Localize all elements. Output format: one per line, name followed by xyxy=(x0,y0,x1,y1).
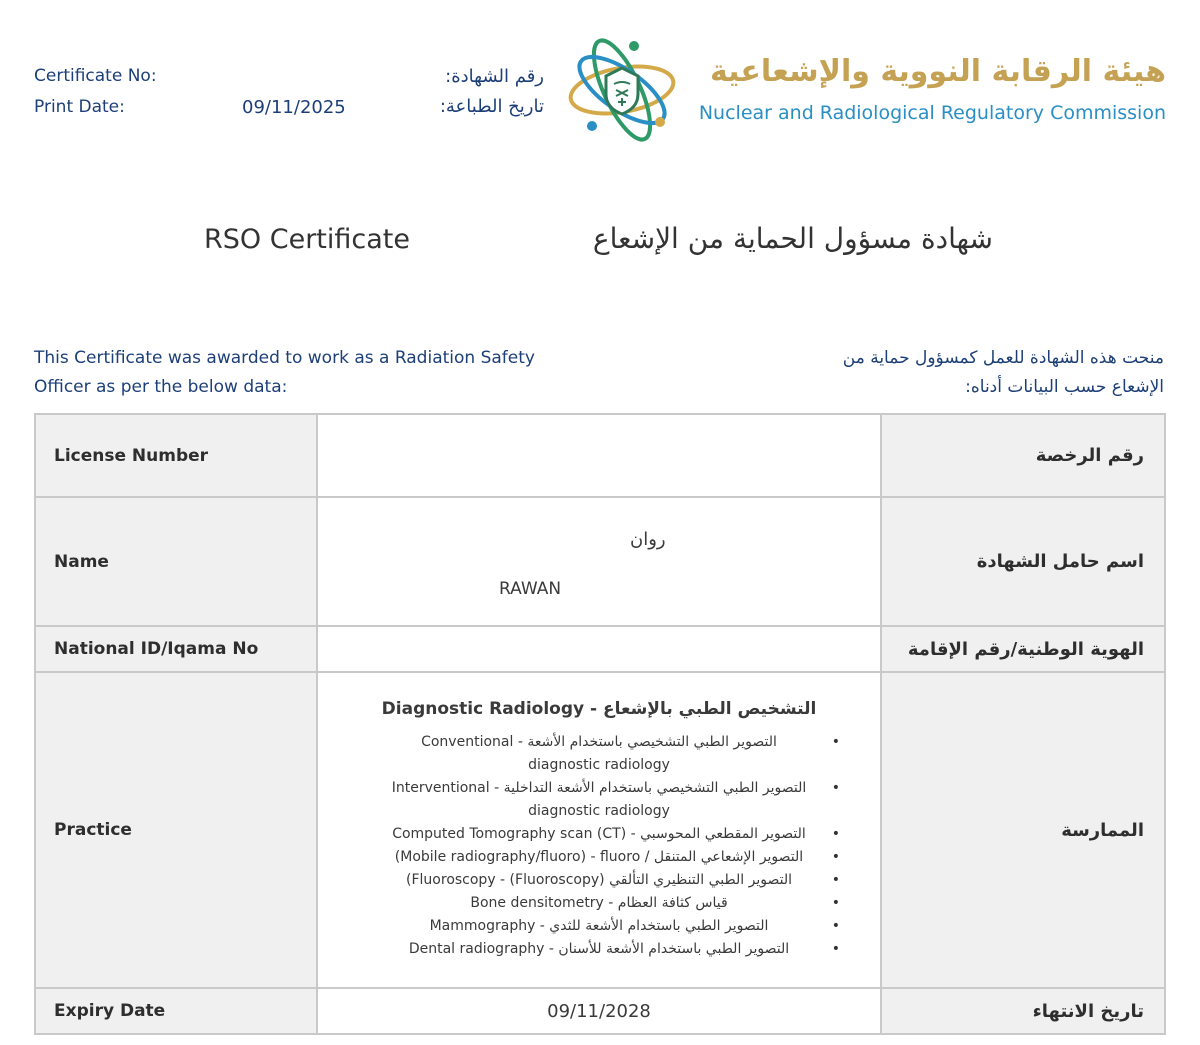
table-row-license xyxy=(35,414,1165,497)
practice-heading: التشخيص الطبي بالإشعاع - Diagnostic Radiology xyxy=(381,699,817,719)
table-row-practice xyxy=(35,672,1165,988)
license-label-ar: رقم الرخصة xyxy=(881,414,1165,497)
certificate-no-label-ar: رقم الشهادة: xyxy=(445,66,544,87)
table-row-expiry xyxy=(35,988,1165,1034)
expiry-label-ar: تاريخ الانتهاء xyxy=(881,988,1165,1034)
practice-item: • التصوير الإشعاعي المتنقل / Mobile radiography/fluoro) - fluoro) xyxy=(384,846,814,869)
national-id-label-ar: الهوية الوطنية/رقم الإقامة xyxy=(881,626,1165,672)
title-en: RSO Certificate xyxy=(204,224,410,255)
certificate-no-label-en: Certificate No: xyxy=(34,66,157,86)
practice-item: • التصوير الطبي باستخدام الأشعة للثدي - Mammography xyxy=(384,915,814,938)
practice-list xyxy=(384,731,814,961)
practice-item: • التصوير الطبي باستخدام الأشعة للأسنان - Dental radiography xyxy=(384,938,814,961)
license-label-en: License Number xyxy=(35,414,317,497)
expiry-value: 09/11/2028 xyxy=(317,988,881,1034)
national-id-value xyxy=(317,626,881,672)
practice-label-ar: الممارسة xyxy=(881,672,1165,988)
print-date-label-ar: تاريخ الطباعة: xyxy=(439,96,544,117)
name-label-en: Name xyxy=(35,497,317,626)
intro-line-en-2: Officer as per the below data: xyxy=(34,377,288,397)
name-label-ar: اسم حامل الشهادة xyxy=(881,497,1165,626)
intro-line-ar-1: منحت هذه الشهادة للعمل كمسؤول حماية من xyxy=(842,348,1164,368)
print-date-label-en: Print Date: xyxy=(34,97,125,117)
name-value-ar: روان xyxy=(630,529,666,550)
intro-text-en xyxy=(34,344,535,402)
national-id-label-en: National ID/Iqama No xyxy=(35,626,317,672)
practice-value-cell xyxy=(317,672,881,988)
practice-item: • قياس كثافة العظام - Bone densitometry xyxy=(384,892,814,915)
title-ar: شهادة مسؤول الحماية من الإشعاع xyxy=(592,222,993,255)
practice-label-en: Practice xyxy=(35,672,317,988)
expiry-label-en: Expiry Date xyxy=(35,988,317,1034)
license-value xyxy=(317,414,881,497)
practice-item: • التصوير المقطعي المحوسبي - (Computed Tomography scan (CT xyxy=(384,823,814,846)
intro-line-en-1: This Certificate was awarded to work as a Radiation Safety xyxy=(34,348,535,368)
name-value-cell xyxy=(317,497,881,626)
table-row-name xyxy=(35,497,1165,626)
print-date-value: 09/11/2025 xyxy=(242,97,346,118)
atom-emblem-icon xyxy=(566,32,678,148)
name-value-en: RAWAN xyxy=(499,579,562,599)
practice-item: • التصوير الطبي التشخيصي باستخدام الأشعة - Conventional diagnostic radiology xyxy=(384,731,814,777)
intro-text-ar xyxy=(843,344,1164,402)
intro-line-ar-2: الإشعاع حسب البيانات أدناه: xyxy=(965,377,1164,397)
org-name-ar: هيئة الرقابة النووية والإشعاعية xyxy=(709,54,1166,89)
practice-item: • التصوير الطبي التنظيري التألقي (Fluoroscopy) - Fluoroscopy) xyxy=(384,869,814,892)
table-row-national-id xyxy=(35,626,1165,672)
org-name-en: Nuclear and Radiological Regulatory Commission xyxy=(698,102,1166,124)
practice-item: • التصوير الطبي التشخيصي باستخدام الأشعة التداخلية - Interventional diagnostic radiology xyxy=(384,777,814,823)
certificate-data-table xyxy=(34,413,1166,1035)
